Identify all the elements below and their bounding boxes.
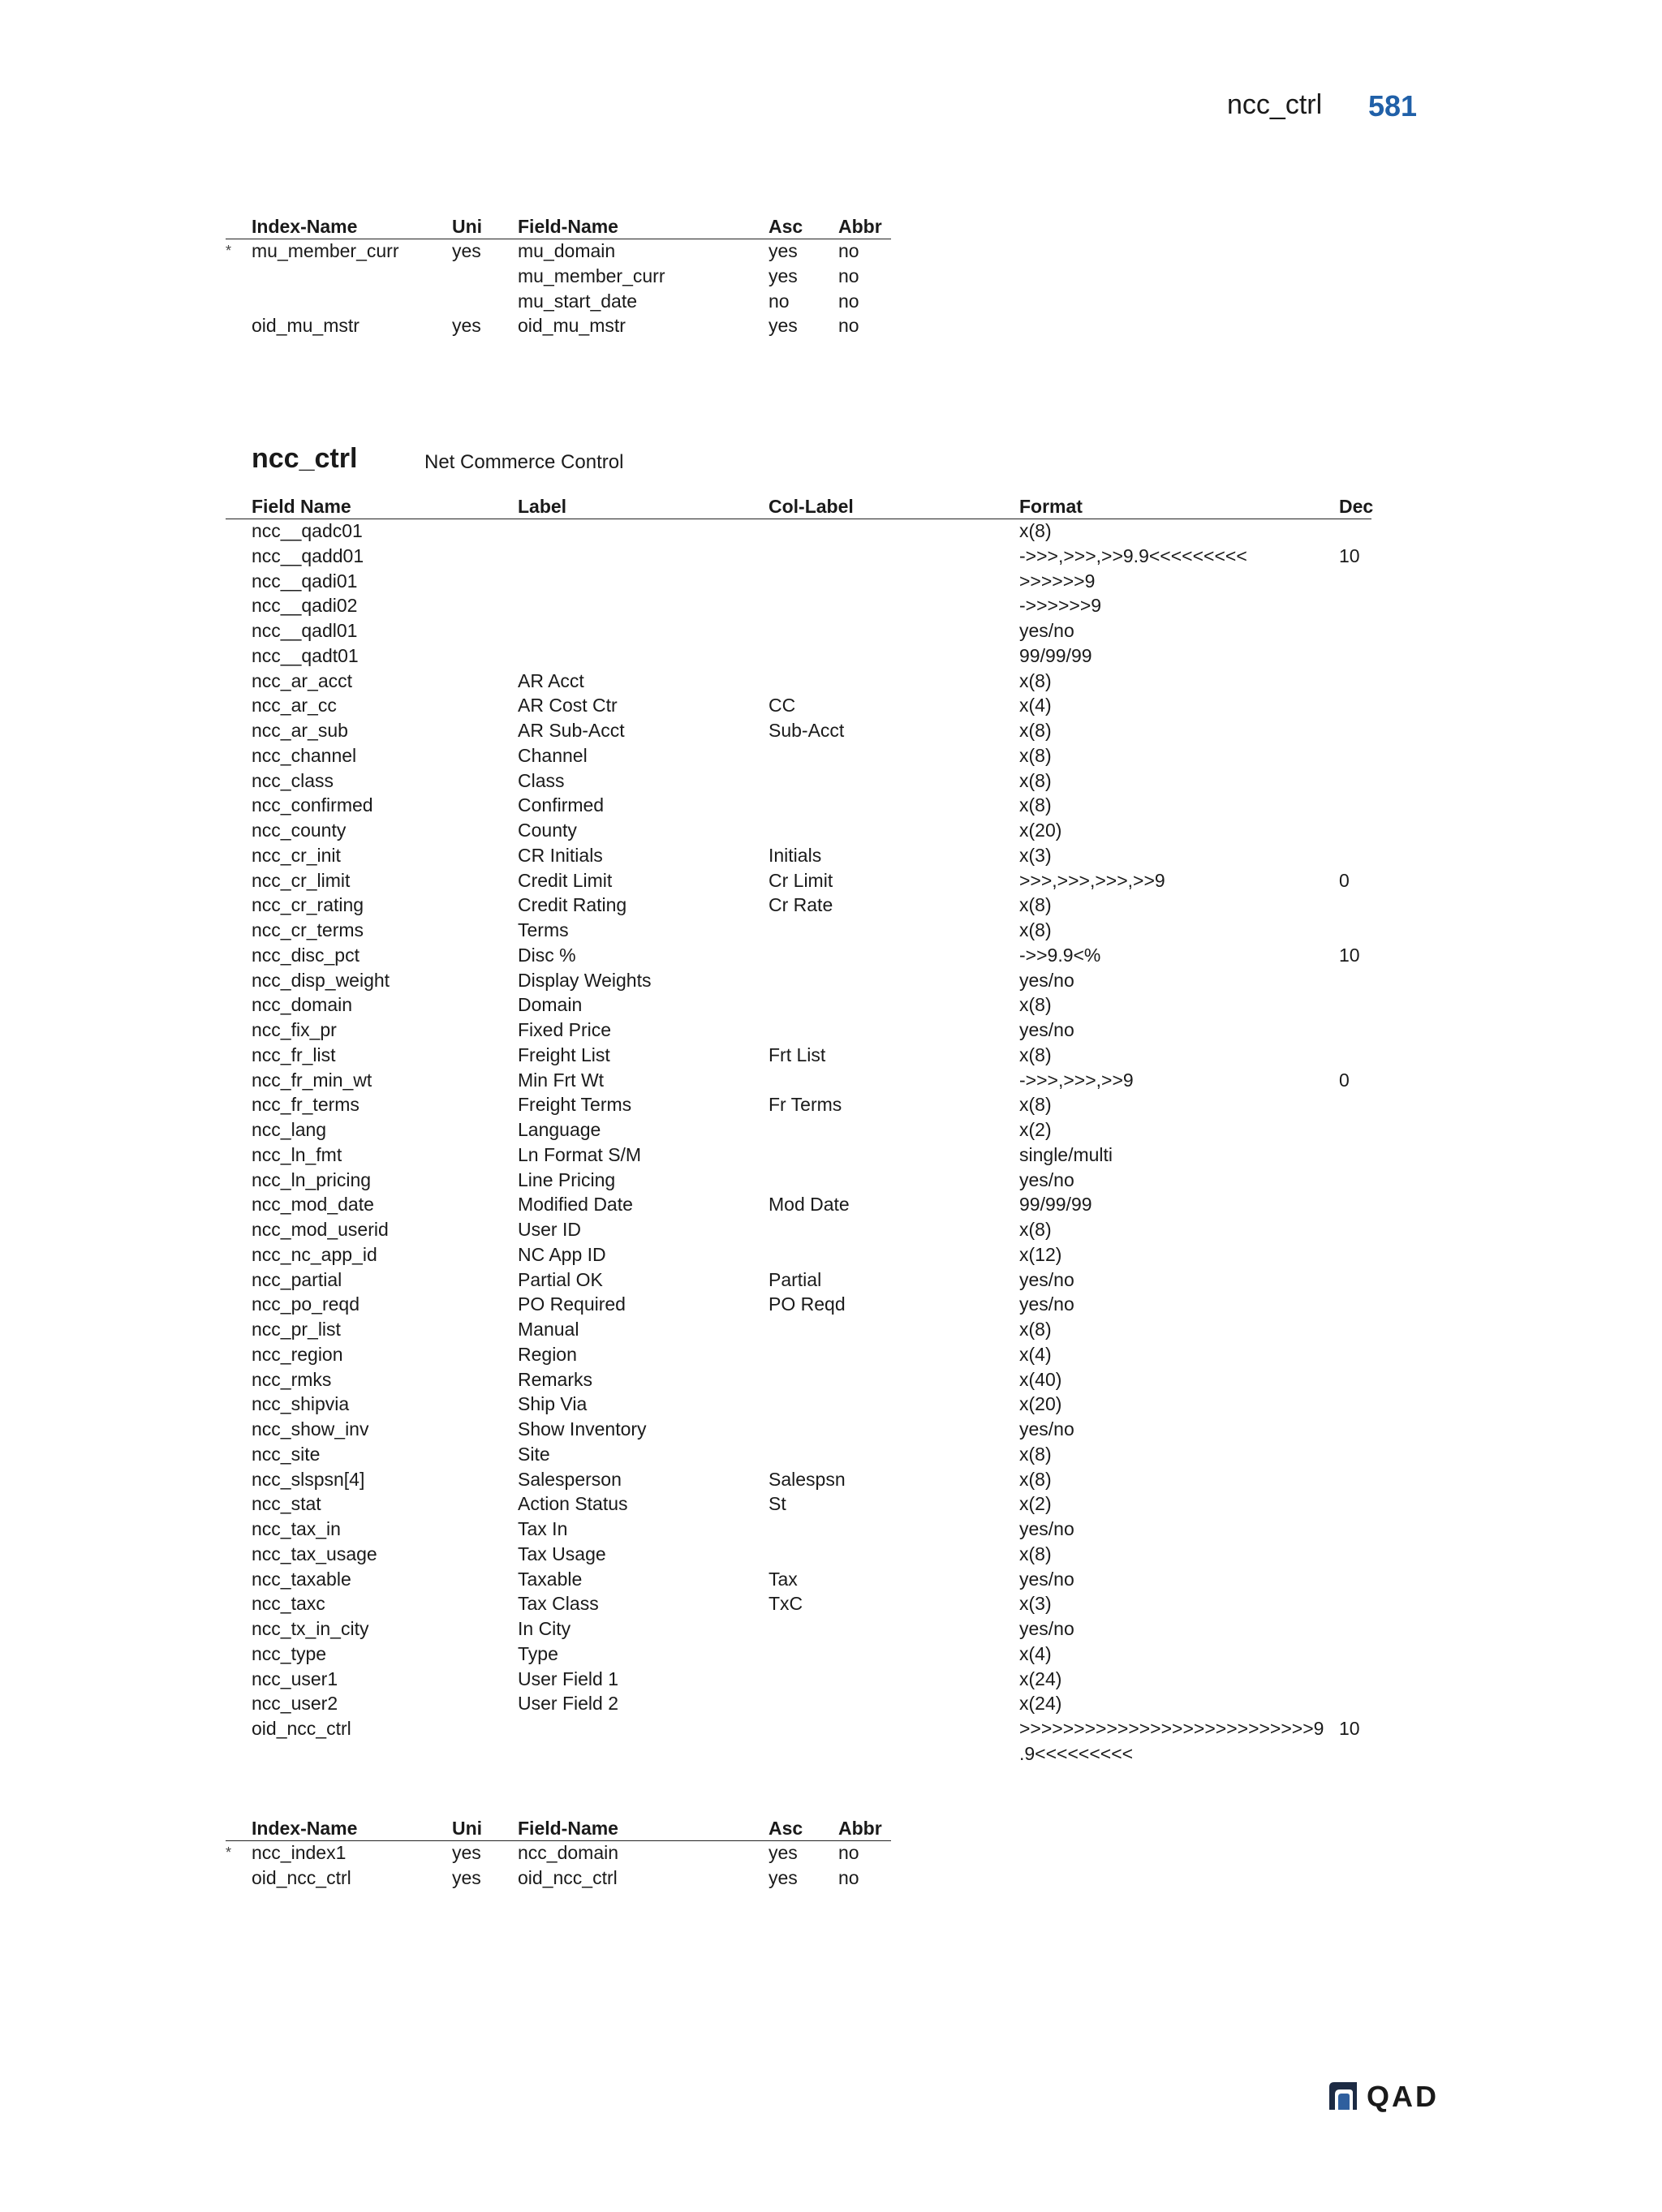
table-cell: 99/99/99 [1019,644,1092,666]
qad-logo-text: QAD [1367,2080,1439,2113]
table-cell: ncc_tax_usage [252,1543,377,1564]
table-cell: x(8) [1019,520,1052,541]
table-row [252,818,1388,843]
table-cell: no [838,1866,859,1888]
table-cell: x(8) [1019,720,1052,741]
table-cell: Action Status [518,1493,628,1515]
table-cell: x(20) [1019,1393,1062,1415]
table-row [252,968,1388,993]
table-cell: Manual [518,1319,579,1340]
table-cell: Type [518,1642,558,1664]
table-cell: PO Required [518,1293,626,1315]
table-cell: ncc_slspsn[4] [252,1468,365,1490]
index-table-mu-mstr [226,214,893,338]
table-cell: ncc__qadt01 [252,644,359,666]
qad-logo-icon [1328,2081,1358,2111]
table-description: Net Commerce Control [424,451,624,473]
table-row [252,1392,1388,1417]
table-name: ncc_ctrl [252,443,358,474]
table-cell: Fixed Price [518,1019,612,1040]
table-cell: ncc_po_reqd [252,1293,360,1315]
table-cell: mu_member_curr [518,265,665,286]
column-header: Label [518,496,567,517]
table-cell: ncc_taxable [252,1568,351,1590]
table-cell: yes/no [1019,620,1074,641]
table-row [252,593,1388,618]
table-cell: 10 [1339,944,1360,966]
table-cell: x(2) [1019,1493,1052,1515]
table-cell: mu_domain [518,240,616,261]
table-cell: x(8) [1019,669,1052,691]
table-cell: yes/no [1019,1268,1074,1290]
column-header: Asc [769,1818,803,1839]
table-cell: oid_mu_mstr [252,315,360,337]
table-cell: ->>>>>>9 [1019,595,1102,617]
table-cell: AR Acct [518,669,584,691]
table-cell: Line Pricing [518,1168,616,1190]
table-row [252,843,1388,868]
table-cell: In City [518,1618,571,1639]
table-cell: x(40) [1019,1368,1062,1390]
table-cell: single/multi [1019,1143,1113,1165]
table-header-row [252,494,1388,519]
table-cell: ncc_type [252,1642,327,1664]
table-cell: oid_ncc_ctrl [252,1718,351,1739]
table-cell: ncc__qadi01 [252,570,358,592]
table-cell: User ID [518,1219,581,1240]
table-cell: Cr Rate [769,894,833,916]
table-cell: ncc_ar_cc [252,695,337,717]
column-header: Uni [452,216,483,237]
table-cell: ncc__qadc01 [252,520,363,541]
table-cell: ncc_user2 [252,1693,338,1715]
table-cell: yes/no [1019,1568,1074,1590]
table-cell: ncc_mod_userid [252,1219,389,1240]
table-cell: x(24) [1019,1668,1062,1689]
table-cell: yes/no [1019,1518,1074,1539]
table-row [252,1542,1388,1567]
table-cell: ncc_disp_weight [252,969,390,991]
table-cell: NC App ID [518,1243,606,1265]
table-cell: mu_start_date [518,290,638,312]
table-cell: ncc_cr_rating [252,894,364,916]
table-row [252,893,1388,918]
table-cell: ncc_domain [518,1842,619,1863]
table-cell: PO Reqd [769,1293,846,1315]
table-cell: ncc_ln_pricing [252,1168,372,1190]
table-cell: Ln Format S/M [518,1143,642,1165]
table-cell: x(2) [1019,1119,1052,1140]
table-cell: Domain [518,994,583,1016]
column-header: Field-Name [518,1818,618,1839]
table-cell: x(8) [1019,1443,1052,1465]
table-row [252,1143,1388,1168]
table-row [252,1168,1388,1193]
table-cell: ncc_disc_pct [252,944,360,966]
table-header-row [252,1816,893,1840]
table-row [252,1018,1388,1043]
column-header: Uni [452,1818,483,1839]
table-cell: ncc_cr_init [252,844,341,866]
field-table [252,494,1388,1767]
table-cell: Initials [769,844,822,866]
table-cell: Min Frt Wt [518,1069,605,1091]
table-row [252,1417,1388,1442]
table-cell: x(8) [1019,894,1052,916]
table-row [252,1667,1388,1692]
table-cell: oid_ncc_ctrl [518,1866,618,1888]
table-cell: >>>>>>>>>>>>>>>>>>>>>>>>>>>9 [1019,1718,1324,1739]
table-cell: x(3) [1019,1593,1052,1615]
table-cell: x(3) [1019,844,1052,866]
qad-logo [1328,2081,1451,2113]
table-cell: Salesperson [518,1468,622,1490]
table-cell: Show Inventory [518,1418,647,1440]
table-cell: yes/no [1019,969,1074,991]
table-cell: 99/99/99 [1019,1194,1092,1216]
table-cell: Freight Terms [518,1094,632,1116]
page-number: 581 [1368,89,1418,123]
table-cell: mu_member_curr [252,240,399,261]
table-cell: ncc_fr_min_wt [252,1069,372,1091]
table-cell: yes [769,265,798,286]
table-cell: x(8) [1019,1094,1052,1116]
table-row [252,618,1388,643]
table-row [252,1591,1388,1616]
table-cell: Salespsn [769,1468,846,1490]
table-cell: yes/no [1019,1293,1074,1315]
table-cell: yes/no [1019,1618,1074,1639]
table-row [252,1866,893,1891]
table-cell: ncc__qadl01 [252,620,358,641]
column-header: Col-Label [769,496,854,517]
table-cell: ncc_nc_app_id [252,1243,377,1265]
table-row [252,1442,1388,1467]
table-cell: 10 [1339,544,1360,566]
table-cell: CR Initials [518,844,603,866]
table-cell: ->>9.9<% [1019,944,1101,966]
table-row [252,1317,1388,1342]
table-cell: x(8) [1019,1319,1052,1340]
table-cell: ncc_mod_date [252,1194,374,1216]
table-cell: x(8) [1019,1219,1052,1240]
table-cell: x(8) [1019,769,1052,791]
table-cell: ncc_lang [252,1119,327,1140]
table-cell: Freight List [518,1044,610,1065]
table-row [252,1741,1388,1767]
column-header: Field-Name [518,216,618,237]
table-row [252,1567,1388,1592]
table-cell: ncc_show_inv [252,1418,369,1440]
table-row [252,1367,1388,1392]
table-cell: AR Cost Ctr [518,695,618,717]
table-cell: Disc % [518,944,576,966]
table-cell: County [518,820,577,841]
table-row [252,1292,1388,1317]
table-row [252,1092,1388,1117]
table-row [252,1616,1388,1642]
table-header-row [252,214,893,239]
table-row [252,943,1388,968]
table-cell: x(12) [1019,1243,1062,1265]
table-row [252,918,1388,943]
table-cell: yes [452,315,481,337]
table-row [226,1840,893,1866]
table-row [226,239,893,264]
table-cell: Tax In [518,1518,568,1539]
table-row [252,1242,1388,1267]
table-row [252,1192,1388,1217]
table-cell: ncc_cr_limit [252,869,351,891]
table-cell: ncc_tx_in_city [252,1618,369,1639]
table-cell: >>>,>>>,>>>,>>9 [1019,869,1165,891]
table-row [252,1467,1388,1492]
table-cell: Terms [518,919,569,940]
table-cell: ncc_ar_acct [252,669,353,691]
table-cell: Credit Limit [518,869,613,891]
table-cell: ncc_channel [252,744,357,766]
table-row [252,1117,1388,1143]
table-cell: Site [518,1443,550,1465]
table-cell: yes [452,1866,481,1888]
column-header: Field Name [252,496,351,517]
table-cell: ncc_fr_list [252,1044,336,1065]
table-row [252,1491,1388,1517]
table-cell: ncc_pr_list [252,1319,341,1340]
table-cell: 0 [1339,1069,1350,1091]
table-cell: TxC [769,1593,803,1615]
table-cell: yes [452,1842,481,1863]
table-cell: Display Weights [518,969,652,991]
column-header: Abbr [838,216,882,237]
table-cell: ncc_cr_terms [252,919,364,940]
header-title: ncc_ctrl [1227,89,1323,120]
table-cell: Language [518,1119,601,1140]
table-cell: no [838,240,859,261]
table-cell: ncc_domain [252,994,353,1016]
table-row [252,1043,1388,1068]
table-row [252,793,1388,818]
table-cell: Tax Usage [518,1543,606,1564]
table-row [252,718,1388,743]
table-cell: yes [769,315,798,337]
table-cell: Partial [769,1268,822,1290]
table-row [252,313,893,338]
table-cell: oid_ncc_ctrl [252,1866,351,1888]
table-cell: yes [769,1842,798,1863]
column-header: Format [1019,496,1083,517]
table-cell: Mod Date [769,1194,850,1216]
column-header: Abbr [838,1818,882,1839]
table-row [252,1642,1388,1667]
table-cell: ->>>,>>>,>>9 [1019,1069,1134,1091]
table-cell: Channel [518,744,588,766]
table-cell: x(8) [1019,1543,1052,1564]
table-cell: 0 [1339,869,1350,891]
table-cell: Class [518,769,565,791]
column-header: Dec [1339,496,1374,517]
table-cell: x(8) [1019,994,1052,1016]
table-cell: ->>>,>>>,>>9.9<<<<<<<<< [1019,544,1247,566]
table-row [252,289,893,314]
table-cell: ncc_stat [252,1493,321,1515]
column-header: Asc [769,216,803,237]
table-cell: no [838,1842,859,1863]
table-cell: oid_mu_mstr [518,315,626,337]
table-cell: ncc_fr_terms [252,1094,360,1116]
table-cell: x(8) [1019,919,1052,940]
table-cell: ncc_county [252,820,347,841]
table-row [252,669,1388,694]
primary-index-marker: * [226,1844,232,1861]
table-cell: Partial OK [518,1268,603,1290]
table-cell: yes [452,240,481,261]
table-cell: ncc_partial [252,1268,342,1290]
table-cell: x(8) [1019,744,1052,766]
table-row [252,868,1388,893]
table-row [252,768,1388,794]
table-row [252,643,1388,669]
table-cell: Tax [769,1568,798,1590]
table-cell: yes/no [1019,1019,1074,1040]
table-cell: Modified Date [518,1194,633,1216]
table-cell: User Field 1 [518,1668,618,1689]
table-cell: x(4) [1019,1343,1052,1365]
table-cell: 10 [1339,1718,1360,1739]
table-cell: User Field 2 [518,1693,618,1715]
table-cell: no [838,290,859,312]
table-cell: ncc_index1 [252,1842,347,1863]
table-cell: ncc_user1 [252,1668,338,1689]
table-row [252,1068,1388,1093]
table-row [252,1691,1388,1716]
table-cell: ncc_shipvia [252,1393,350,1415]
table-cell: x(8) [1019,1468,1052,1490]
table-cell: St [769,1493,786,1515]
table-row [252,1342,1388,1367]
table-row [252,569,1388,594]
table-cell: Tax Class [518,1593,599,1615]
index-table-ncc-ctrl [226,1816,893,1891]
table-cell: Credit Rating [518,894,627,916]
table-cell: x(8) [1019,1044,1052,1065]
table-cell: no [838,265,859,286]
table-cell: CC [769,695,796,717]
table-cell: no [838,315,859,337]
table-cell: Frt List [769,1044,826,1065]
table-cell: >>>>>>9 [1019,570,1096,592]
table-cell: Taxable [518,1568,583,1590]
table-cell: Fr Terms [769,1094,842,1116]
table-row [252,743,1388,768]
table-cell: ncc_ln_fmt [252,1143,342,1165]
table-cell: x(24) [1019,1693,1062,1715]
column-header: Index-Name [252,1818,358,1839]
table-cell: Remarks [518,1368,593,1390]
table-row [252,1517,1388,1542]
table-row [252,519,1388,544]
table-cell: Confirmed [518,794,605,816]
table-cell: yes/no [1019,1168,1074,1190]
table-cell: ncc_rmks [252,1368,332,1390]
table-cell: AR Sub-Acct [518,720,625,741]
table-cell: ncc_ar_sub [252,720,348,741]
primary-index-marker: * [226,243,232,259]
table-cell: x(20) [1019,820,1062,841]
table-cell: Cr Limit [769,869,833,891]
table-row [252,1217,1388,1242]
table-cell: yes [769,240,798,261]
table-cell: yes [769,1866,798,1888]
table-row [252,544,1388,569]
table-row [252,264,893,289]
table-cell: ncc_fix_pr [252,1019,337,1040]
table-cell: ncc_region [252,1343,343,1365]
table-row [252,1716,1388,1741]
table-cell: Region [518,1343,577,1365]
table-cell: x(4) [1019,1642,1052,1664]
table-cell: ncc_tax_in [252,1518,341,1539]
table-cell: ncc__qadi02 [252,595,358,617]
table-cell: x(8) [1019,794,1052,816]
table-cell: x(4) [1019,695,1052,717]
table-row [252,693,1388,718]
table-cell: yes/no [1019,1418,1074,1440]
table-cell: ncc_class [252,769,334,791]
table-cell: .9<<<<<<<<< [1019,1742,1134,1764]
table-cell: ncc_taxc [252,1593,325,1615]
table-cell: ncc_site [252,1443,321,1465]
table-row [252,992,1388,1018]
table-cell: ncc__qadd01 [252,544,364,566]
table-row [252,1267,1388,1293]
column-header: Index-Name [252,216,358,237]
table-cell: ncc_confirmed [252,794,373,816]
table-cell: Ship Via [518,1393,588,1415]
table-cell: Sub-Acct [769,720,845,741]
table-cell: no [769,290,790,312]
